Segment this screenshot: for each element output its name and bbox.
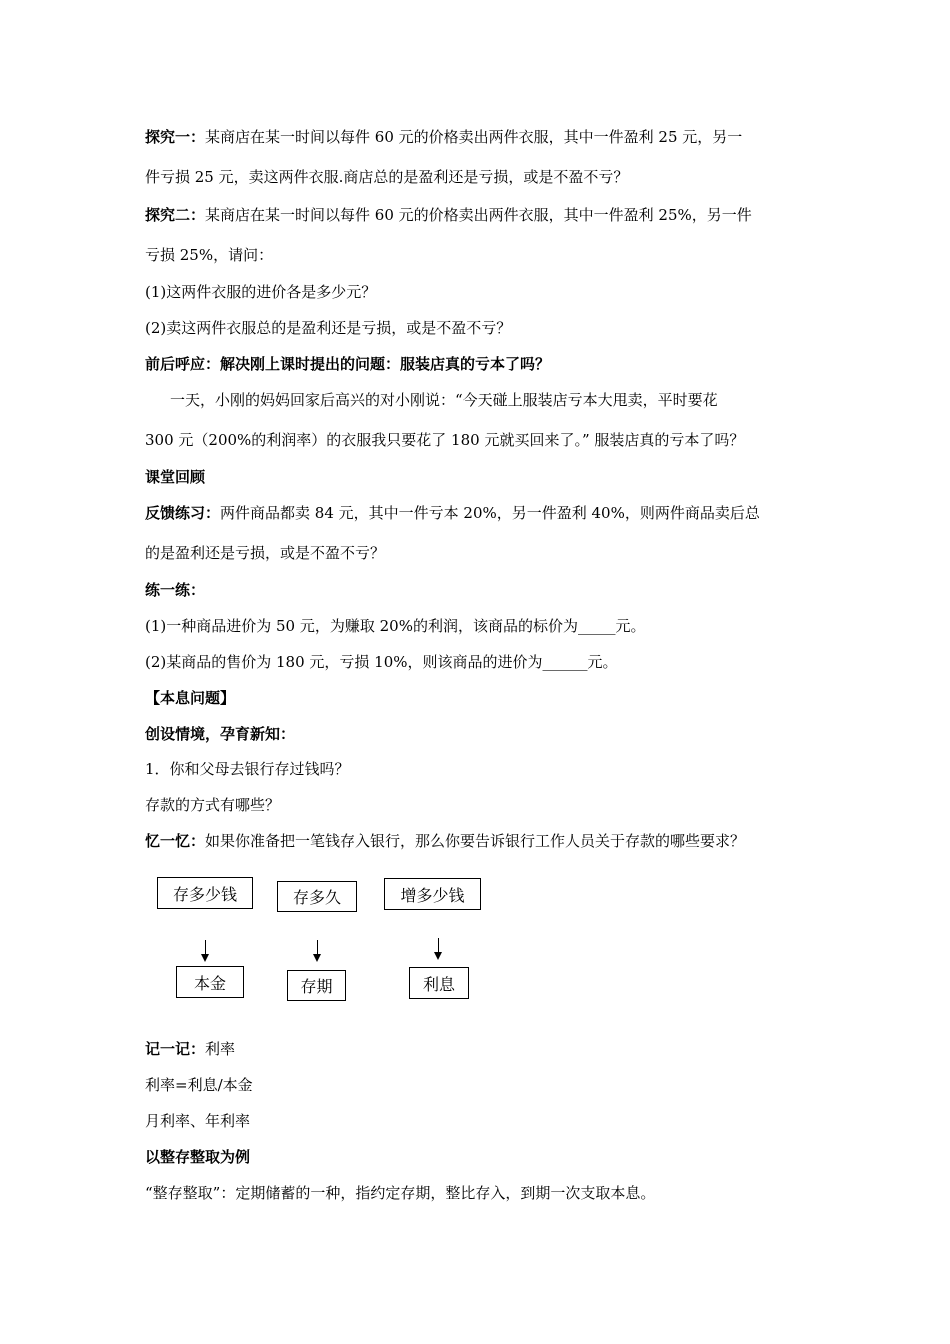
feedback-text: 两件商品都卖 84 元，其中一件亏本 20%，另一件盈利 40%，则两件商品卖后总 bbox=[220, 504, 760, 522]
explore1-line1 bbox=[145, 127, 742, 147]
recall-text: 如果你准备把一笔钱存入银行，那么你要告诉银行工作人员关于存款的哪些要求？ bbox=[205, 832, 746, 850]
explore2-question-1: (1)这两件衣服的进价各是多少元？ bbox=[145, 283, 377, 301]
situation-question-1: 1．你和父母去银行存过钱吗？ bbox=[145, 760, 350, 778]
recall-label: 忆一忆： bbox=[145, 832, 206, 850]
feedback-label: 反馈练习： bbox=[145, 504, 221, 522]
explore2-label: 探究二： bbox=[145, 206, 206, 224]
remember-label: 记一记： bbox=[145, 1040, 206, 1058]
feedback-line2: 的是盈利还是亏损，或是不盈不亏？ bbox=[145, 544, 386, 562]
practice-heading: 练一练： bbox=[145, 581, 206, 599]
explore1-line2: 件亏损 25 元，卖这两件衣服.商店总的是盈利还是亏损，或是不盈不亏？ bbox=[145, 168, 629, 186]
diagram-box-term: 存期 bbox=[287, 970, 346, 1001]
recall-line bbox=[145, 831, 745, 851]
echo-line2: 300 元（200%的利润率）的衣服我只要花了 180 元就买回来了。” 服装店真的亏本了吗？ bbox=[145, 431, 745, 449]
situation-heading: 创设情境，孕育新知： bbox=[145, 725, 296, 743]
situation-question-2: 存款的方式有哪些？ bbox=[145, 796, 281, 814]
remember-line bbox=[145, 1039, 235, 1059]
review-heading: 课堂回顾 bbox=[145, 468, 206, 486]
section-title: 【本息问题】 bbox=[145, 689, 236, 707]
diagram-box-growth: 增多少钱 bbox=[384, 878, 481, 910]
echo-line1: 一天，小刚的妈妈回家后高兴的对小刚说：“今天碰上服装店亏本大甩卖，平时要花 bbox=[170, 391, 718, 409]
diagram-box-interest: 利息 bbox=[409, 967, 469, 999]
remember-formula: 利率=利息/本金 bbox=[145, 1076, 253, 1094]
explore2-line2: 亏损 25%，请问： bbox=[145, 246, 274, 264]
diagram-box-duration: 存多久 bbox=[277, 881, 357, 912]
feedback-line1 bbox=[145, 503, 760, 523]
example-heading: 以整存整取为例 bbox=[145, 1148, 251, 1166]
explore1-text: 某商店在某一时间以每件 60 元的价格卖出两件衣服，其中一件盈利 25 元，另一 bbox=[205, 128, 743, 146]
explore2-text: 某商店在某一时间以每件 60 元的价格卖出两件衣服，其中一件盈利 25%，另一件 bbox=[205, 206, 752, 224]
practice-question-2: (2)某商品的售价为 180 元，亏损 10%，则该商品的进价为______元。 bbox=[145, 653, 618, 671]
echo-heading: 前后呼应：解决刚上课时提出的问题：服装店真的亏本了吗？ bbox=[145, 355, 551, 373]
diagram-box-amount: 存多少钱 bbox=[157, 877, 253, 909]
remember-text: 利率 bbox=[205, 1040, 236, 1058]
explore2-question-2: (2)卖这两件衣服总的是盈利还是亏损，或是不盈不亏？ bbox=[145, 319, 512, 337]
remember-types: 月利率、年利率 bbox=[145, 1112, 251, 1130]
diagram-box-principal: 本金 bbox=[176, 966, 244, 998]
explore2-line1 bbox=[145, 205, 752, 225]
example-definition: “整存整取”：定期储蓄的一种，指约定存期，整比存入，到期一次支取本息。 bbox=[145, 1184, 656, 1202]
practice-question-1: (1)一种商品进价为 50 元，为赚取 20%的利润，该商品的标价为_____元。 bbox=[145, 617, 646, 635]
explore1-label: 探究一： bbox=[145, 128, 206, 146]
